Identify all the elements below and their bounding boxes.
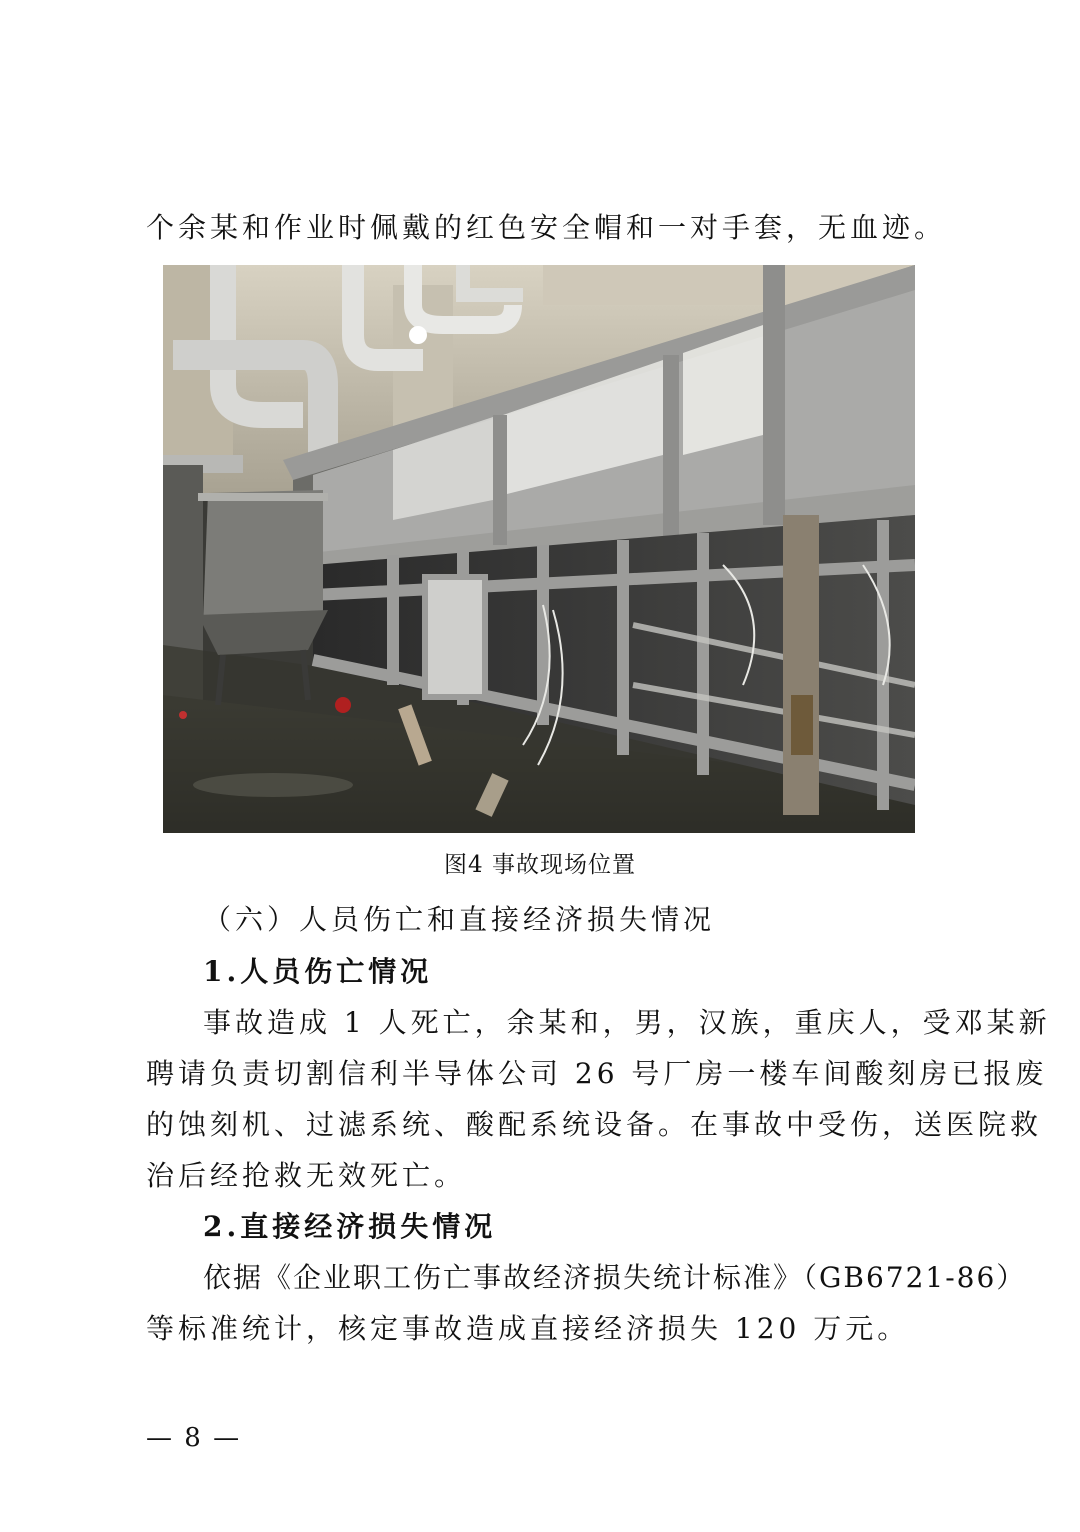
page-number: — 8 — (146, 1423, 242, 1453)
accident-scene-photo (163, 265, 915, 833)
economic-loss-paragraph-line: 依据《企业职工伤亡事故经济损失统计标准》（GB6721-86） (203, 1261, 1027, 1294)
section-heading: （六）人员伤亡和直接经济损失情况 (203, 903, 716, 936)
casualties-paragraph-line: 治后经抢救无效死亡。 (146, 1159, 467, 1192)
economic-loss-paragraph-line: 等标准统计，核定事故造成直接经济损失 120 万元。 (146, 1312, 910, 1345)
casualties-paragraph-line: 的蚀刻机、过滤系统、酸配系统设备。在事故中受伤，送医院救 (146, 1108, 1043, 1141)
casualties-paragraph-line: 事故造成 1 人死亡，余某和，男，汉族，重庆人，受邓某新 (203, 1006, 1051, 1039)
casualties-paragraph-line: 聘请负责切割信利半导体公司 26 号厂房一楼车间酸刻房已报废 (146, 1057, 1048, 1090)
figure-caption: 图4 事故现场位置 (444, 852, 636, 878)
subsection-heading-casualties: 1.人员伤亡情况 (203, 955, 433, 988)
paragraph-continuation: 个余某和作业时佩戴的红色安全帽和一对手套，无血迹。 (146, 211, 947, 244)
subsection-heading-economic-loss: 2.直接经济损失情况 (203, 1210, 497, 1243)
